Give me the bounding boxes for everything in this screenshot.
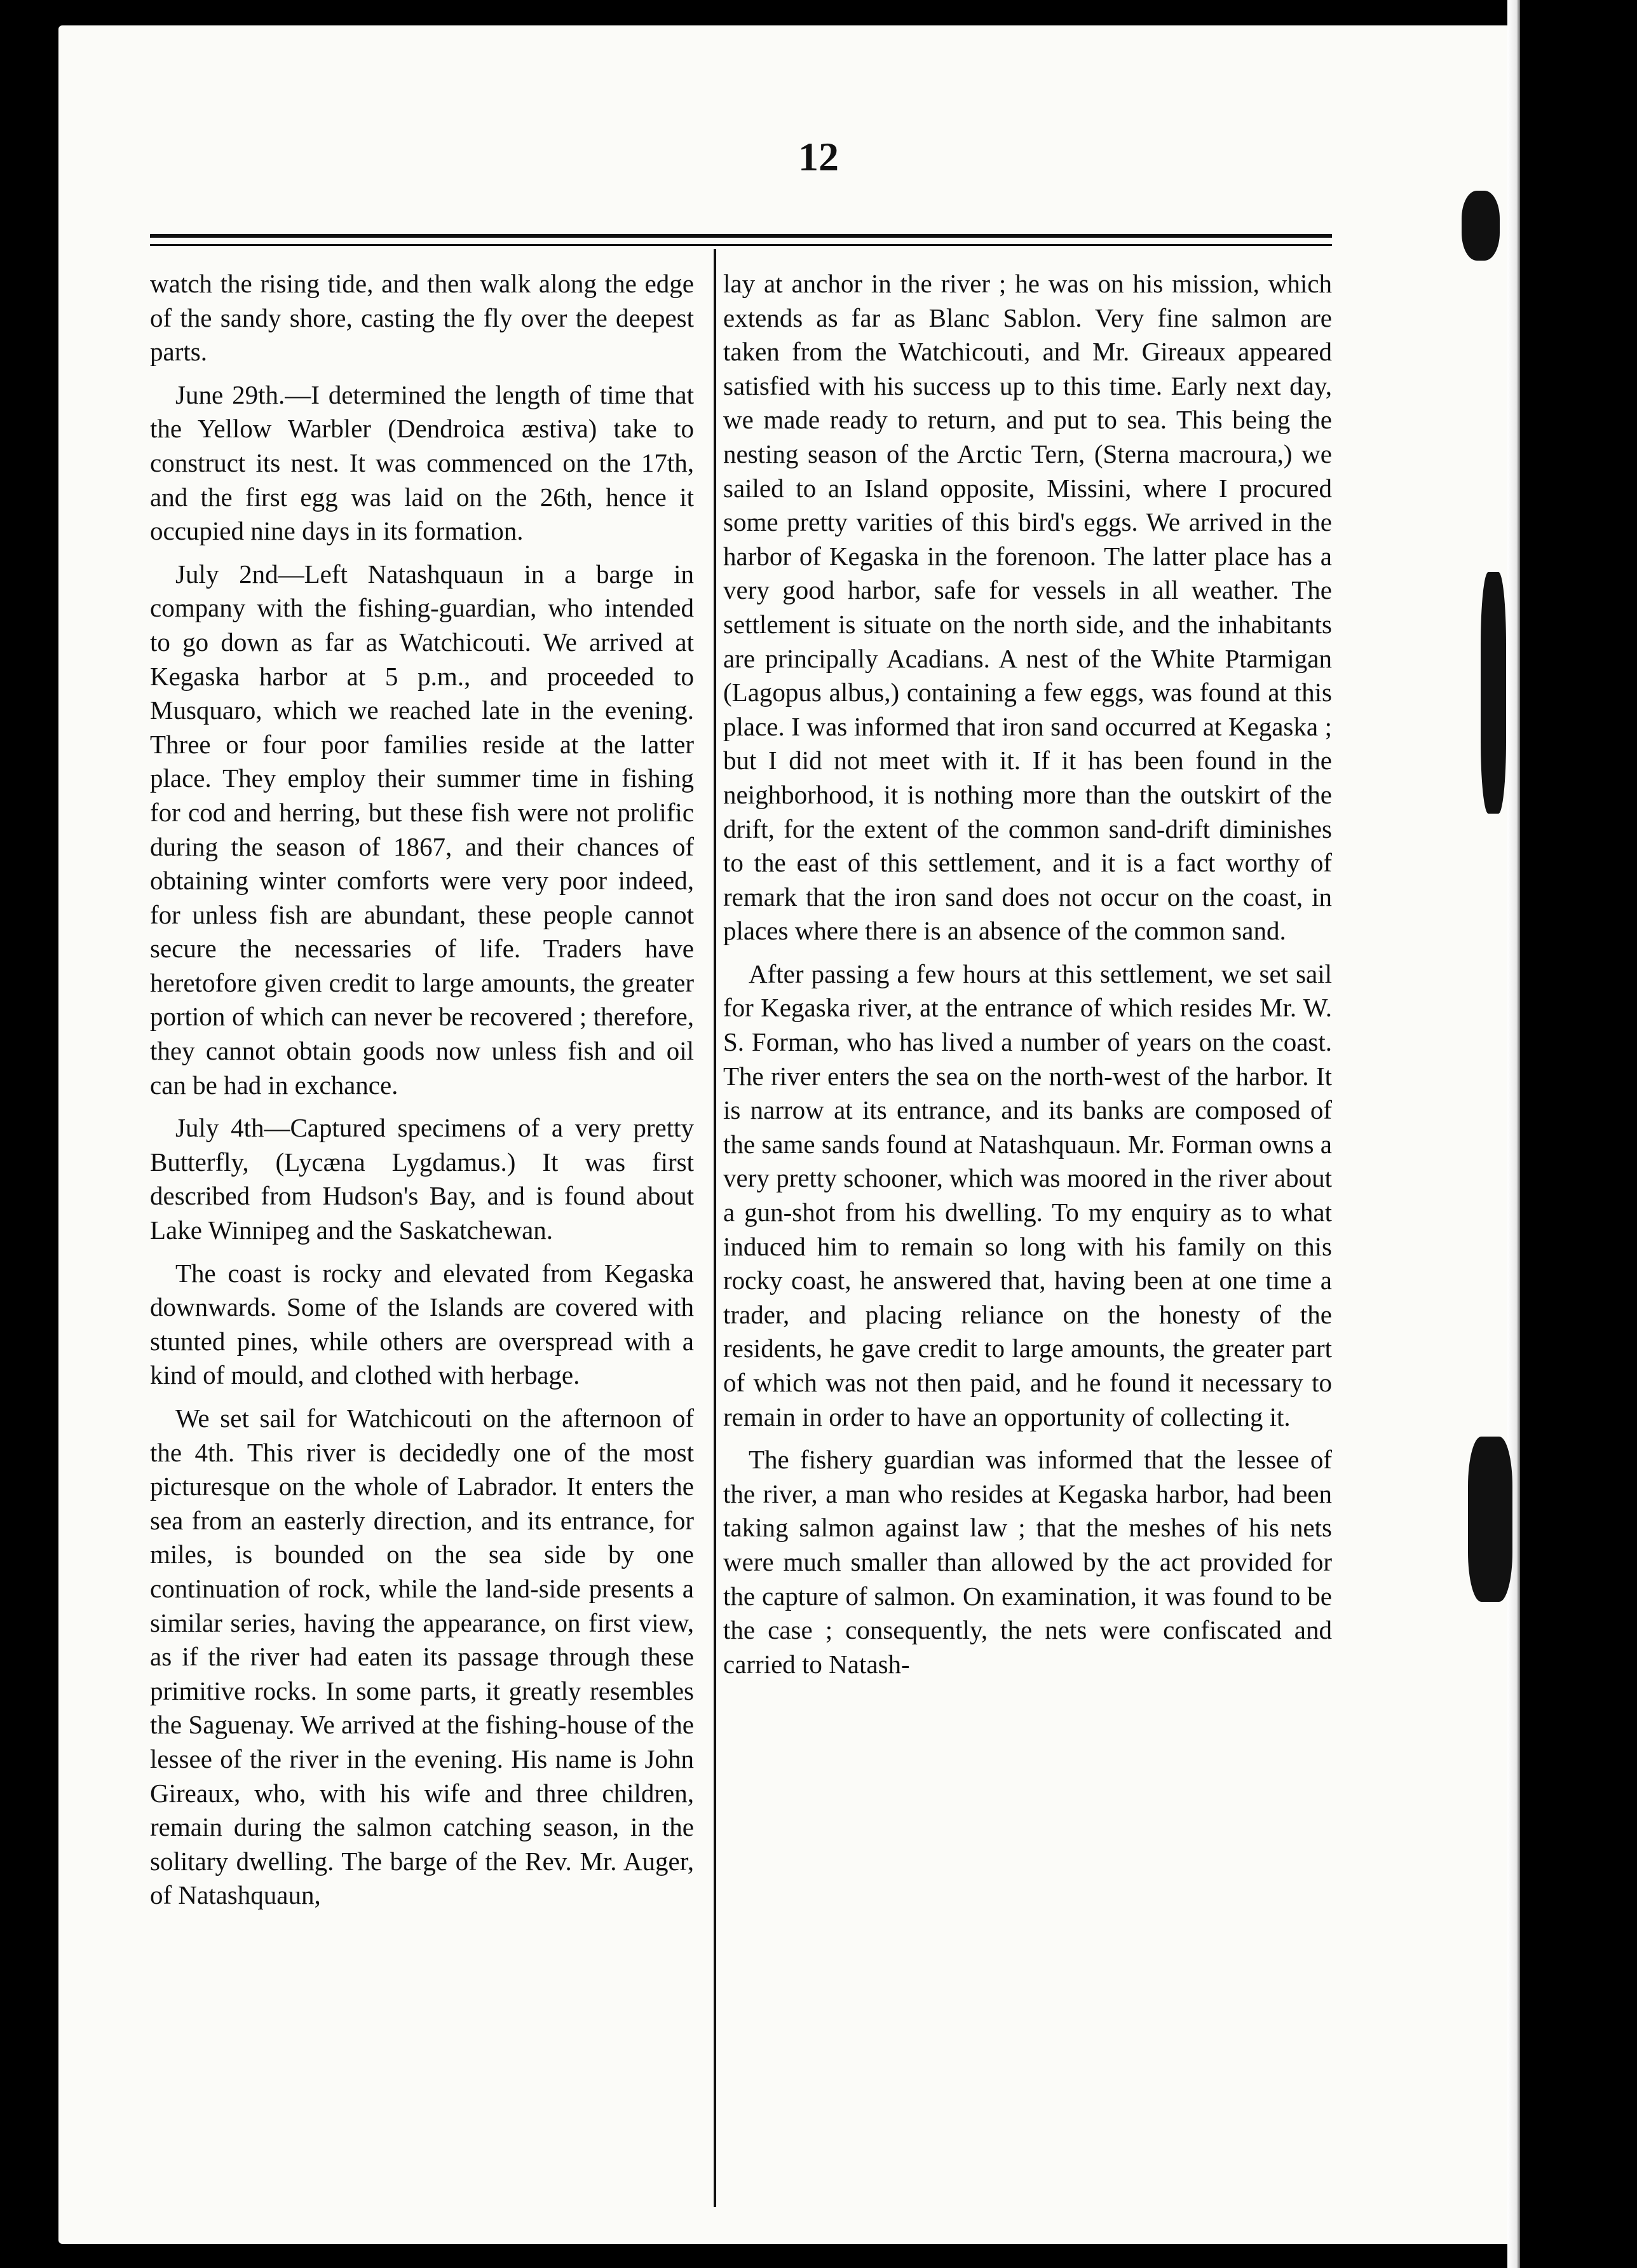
scan-blot: [1468, 1437, 1512, 1602]
column-divider: [714, 249, 716, 2207]
paragraph: July 2nd—Left Natashquaun in a barge in company with the fishing-guardian, who intended to go down as far as Watchicouti. We arrived at Kegaska harbor at 5 p.m., and proceeded to Musquaro, which we reached late in the evening. Three or four poor families reside at the latter place. They employ their summer time in fishing for cod and herring, but these fish were not prolific during the season of 1867, and their chances of obtaining winter comforts were very poor indeed, for unless fish are abundant, these people cannot secure the necessaries of life. Traders have heretofore given credit to large amounts, the greater portion of which can never be recovered ; therefore, they cannot obtain goods now unless fish and oil can be had in exchance.: [150, 559, 694, 1100]
scan-blot: [1481, 572, 1506, 814]
header-rule-thin: [150, 244, 1332, 246]
paragraph: The fishery guardian was informed that the lessee of the river, a man who resides at Kegaska harbor, had been taking salmon against law ; that the meshes of his nets were much smaller than allowed by the act provided for the capture of salmon. On examination, it was found to be the case ; consequently, the nets were confiscated and carried to Natash-: [723, 1445, 1332, 1679]
paragraph: July 4th—Captured specimens of a very pretty Butterfly, (Lycæna Lygdamus.) It was first described from Hudson's Bay, and is found about Lake Winnipeg and the Saskatchewan.: [150, 1113, 694, 1245]
paragraph: June 29th.—I determined the length of time that the Yellow Warbler (Dendroica æstiva) take to construct its nest. It was commenced on the 17th, and the first egg was laid on the 26th, hence it occupied nine days in its formation.: [150, 379, 694, 546]
scan-blot: [1462, 191, 1500, 261]
paragraph: watch the rising tide, and then walk along the edge of the sandy shore, casting the fly over the deepest parts.: [150, 269, 694, 367]
header-rule: [150, 234, 1332, 238]
left-column: [150, 267, 694, 1922]
paragraph: After passing a few hours at this settlement, we set sail for Kegaska river, at the entrance of which resides Mr. W. S. Forman, who has lived a number of years on the coast. The river enters the sea on the north-west of the harbor. It is narrow at its entrance, and its banks are composed of the same sands found at Natashquaun. Mr. Forman owns a very pretty schooner, which was moored in the river about a gun-shot from his dwelling. To my enquiry as to what induced him to remain so long with his family on this rocky coast, he answered that, having been at one time a trader, and placing reliance on the honesty of the residents, he gave credit to large amounts, the greater part of which was not then paid, and he found it necessary to remain in order to have an opportunity of collecting it.: [723, 959, 1332, 1431]
paragraph: The coast is rocky and elevated from Kegaska downwards. Some of the Islands are covered with stunted pines, while others are overspread with a kind of mould, and clothed with herbage.: [150, 1258, 694, 1390]
page-number: 12: [798, 134, 839, 179]
paragraph: We set sail for Watchicouti on the afternoon of the 4th. This river is decidedly one of the most picturesque on the whole of Labrador. It enters the sea from an easterly direction, and its entrance, for miles, is bounded on the sea side by one continuation of rock, while the land-side presents a similar series, having the appearance, on first view, as if the river had eaten its passage through these primitive rocks. In some parts, it greatly resembles the Saguenay. We arrived at the fishing-house of the lessee of the river in the evening. His name is John Gireaux, who, with his wife and three children, remain during the salmon catching season, in the solitary dwelling. The barge of the Rev. Mr. Auger, of Natashquaun,: [150, 1404, 694, 1910]
scan-border: [1520, 0, 1637, 2268]
right-column: [723, 267, 1332, 1690]
paragraph: lay at anchor in the river ; he was on his mission, which extends as far as Blanc Sablon. Very fine salmon are taken from the Watchicouti, and Mr. Gireaux appeared satisfied with his success up to this time. Early next day, we made ready to return, and put to sea. This being the nesting season of the Arctic Tern, (Sterna macroura,) we sailed to an Island opposite, Missini, where I procured some pretty varities of this bird's eggs. We arrived in the harbor of Kegaska in the forenoon. The latter place has a very good harbor, safe for vessels in all weather. The settlement is situate on the north side, and the inhabitants are principally Acadians. A nest of the White Ptarmigan (Lagopus albus,) containing a few eggs, was found at this place. I was informed that iron sand occurred at Kegaska ; but I did not meet with it. If it has been found in the neighborhood, it is nothing more than the outskirt of the drift, for the extent of the common sand-drift diminishes to the east of this settlement, and it is a fact worthy of remark that the iron sand does not occur on the coast, in places where there is an absence of the common sand.: [723, 269, 1332, 946]
